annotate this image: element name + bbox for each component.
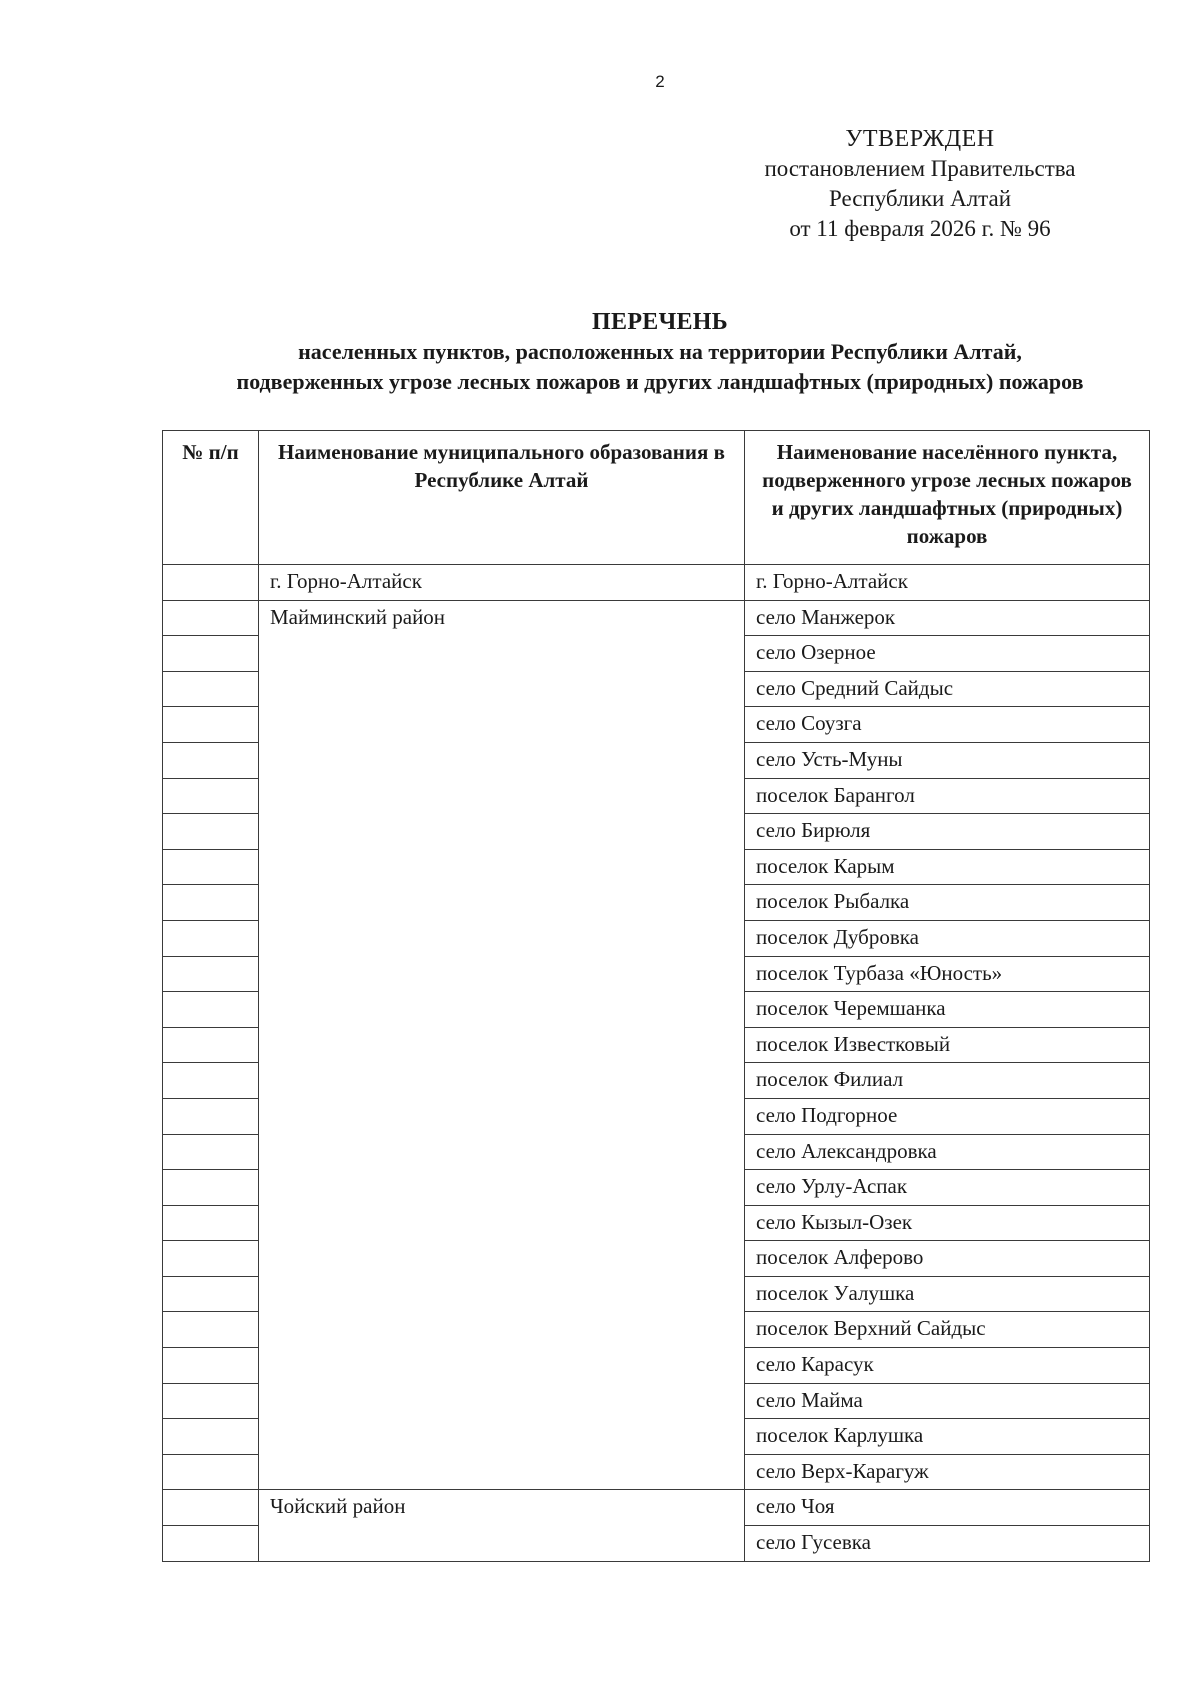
document-subtitle-line-2: подверженных угрозе лесных пожаров и других ландшафтных (природных) пожаров — [236, 369, 1084, 394]
settlement-cell: поселок Карым — [745, 849, 1150, 885]
settlement-cell: село Соузга — [745, 707, 1150, 743]
approval-stamp: УТВЕРЖДЕН — [845, 126, 995, 152]
settlement-cell: поселок Известковый — [745, 1027, 1150, 1063]
row-number-cell — [163, 1098, 259, 1134]
settlement-cell: поселок Барангол — [745, 778, 1150, 814]
settlement-cell: село Карасук — [745, 1348, 1150, 1384]
settlement-cell: село Средний Сайдыс — [745, 671, 1150, 707]
row-number-cell — [163, 1526, 259, 1562]
row-number-cell — [163, 1027, 259, 1063]
row-number-cell — [163, 920, 259, 956]
row-number-cell — [163, 1170, 259, 1206]
row-number-cell — [163, 1419, 259, 1455]
row-number-cell — [163, 565, 259, 601]
row-number-cell — [163, 671, 259, 707]
row-number-cell — [163, 1276, 259, 1312]
document-heading — [160, 307, 1160, 397]
settlement-cell: село Озерное — [745, 636, 1150, 672]
approval-line-3: от 11 февраля 2026 г. № 96 — [789, 216, 1051, 241]
row-number-cell — [163, 636, 259, 672]
settlement-cell: село Манжерок — [745, 600, 1150, 636]
row-number-cell — [163, 742, 259, 778]
row-number-cell — [163, 600, 259, 636]
document-subtitle-line-1: населенных пунктов, расположенных на территории Республики Алтай, — [298, 339, 1022, 364]
table-row — [163, 565, 1150, 601]
settlement-cell: поселок Верхний Сайдыс — [745, 1312, 1150, 1348]
row-number-cell — [163, 1383, 259, 1419]
header-number: № п/п — [163, 431, 259, 565]
settlement-cell: село Подгорное — [745, 1098, 1150, 1134]
settlement-cell: село Бирюля — [745, 814, 1150, 850]
row-number-cell — [163, 1205, 259, 1241]
settlement-cell: поселок Уалушка — [745, 1276, 1150, 1312]
row-number-cell — [163, 956, 259, 992]
row-number-cell — [163, 1348, 259, 1384]
settlement-cell: село Майма — [745, 1383, 1150, 1419]
municipality-cell: Чойский район — [259, 1490, 745, 1561]
table-header-row — [163, 431, 1150, 565]
settlement-cell: село Урлу-Аспак — [745, 1170, 1150, 1206]
row-number-cell — [163, 814, 259, 850]
row-number-cell — [163, 1134, 259, 1170]
row-number-cell — [163, 1241, 259, 1277]
settlement-cell: г. Горно-Алтайск — [745, 565, 1150, 601]
row-number-cell — [163, 778, 259, 814]
settlement-cell: село Верх-Карагуж — [745, 1454, 1150, 1490]
row-number-cell — [163, 1312, 259, 1348]
row-number-cell — [163, 1454, 259, 1490]
header-settlement: Наименование населённого пункта, подверженного угрозе лесных пожаров и других ландшафтных (природных) пожаров — [745, 431, 1150, 565]
settlements-table — [162, 430, 1150, 1562]
page-number: 2 — [655, 72, 665, 91]
approval-block — [700, 124, 1140, 244]
table-row — [163, 1490, 1150, 1526]
row-number-cell — [163, 707, 259, 743]
settlement-cell: село Усть-Муны — [745, 742, 1150, 778]
approval-line-1: постановлением Правительства — [764, 156, 1076, 181]
municipality-cell: г. Горно-Алтайск — [259, 565, 745, 601]
settlement-cell: поселок Черемшанка — [745, 992, 1150, 1028]
table-body — [163, 565, 1150, 1562]
settlement-cell: село Чоя — [745, 1490, 1150, 1526]
row-number-cell — [163, 849, 259, 885]
approval-line-2: Республики Алтай — [828, 186, 1012, 211]
row-number-cell — [163, 1063, 259, 1099]
settlement-cell: село Гусевка — [745, 1526, 1150, 1562]
settlement-cell: село Александровка — [745, 1134, 1150, 1170]
settlement-cell: поселок Карлушка — [745, 1419, 1150, 1455]
municipality-cell: Майминский район — [259, 600, 745, 1490]
header-municipality: Наименование муниципального образования в Республике Алтай — [259, 431, 745, 565]
row-number-cell — [163, 992, 259, 1028]
settlement-cell: поселок Дубровка — [745, 920, 1150, 956]
settlement-cell: поселок Филиал — [745, 1063, 1150, 1099]
row-number-cell — [163, 1490, 259, 1526]
settlement-cell: поселок Алферово — [745, 1241, 1150, 1277]
row-number-cell — [163, 885, 259, 921]
settlement-cell: поселок Турбаза «Юность» — [745, 956, 1150, 992]
document-title: ПЕРЕЧЕНЬ — [592, 309, 728, 335]
settlement-cell: поселок Рыбалка — [745, 885, 1150, 921]
table-row — [163, 600, 1150, 636]
settlement-cell: село Кызыл-Озек — [745, 1205, 1150, 1241]
